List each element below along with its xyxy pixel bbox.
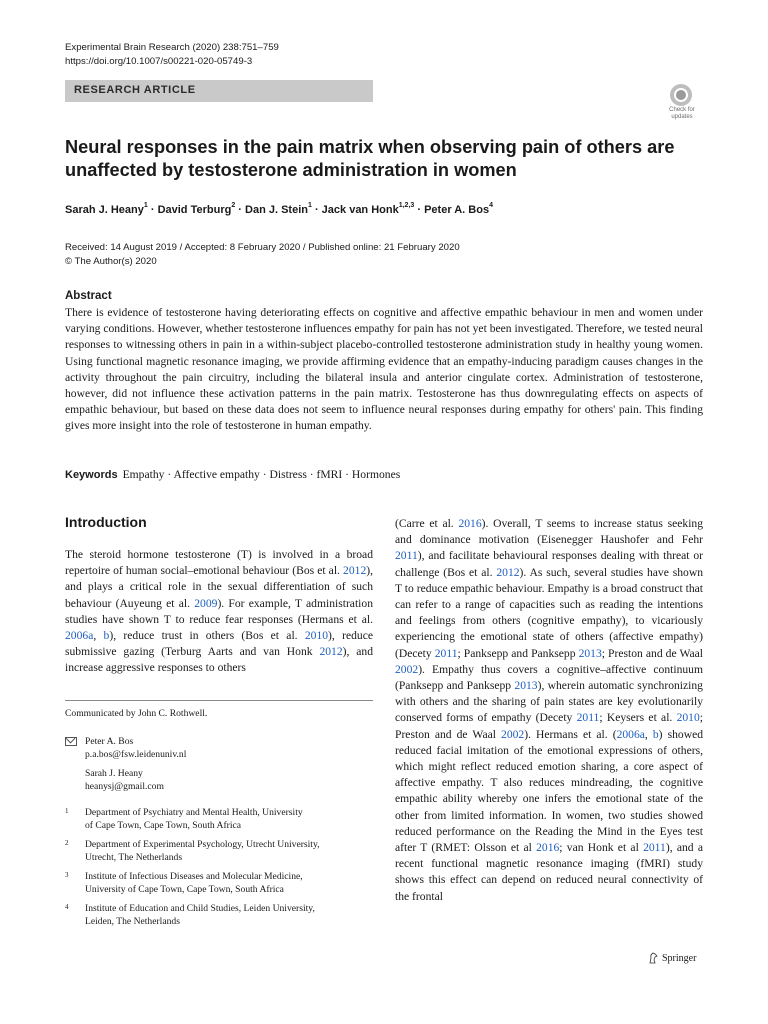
body-text: (Carre et al. [395, 517, 459, 530]
contact-email[interactable]: p.a.bos@fsw.leidenuniv.nl [85, 748, 187, 760]
journal-citation: Experimental Brain Research (2020) 238:751–759 [65, 42, 279, 53]
body-text: ), wherein automatic synchronizing with others and the sharing of pain states are key evolutionarily conserved forms of empathy (Decety [395, 679, 703, 725]
author-separator: · [311, 204, 322, 216]
author-affiliation-mark: 2 [231, 202, 236, 209]
keywords [65, 468, 400, 481]
body-text: ), reduce submissive gazing (Terburg Aarts and van Honk [65, 629, 373, 659]
body-text: ). As such, several studies have shown T to reduce empathic behaviour. Empathy is a broad construct that can refer to a range of capacities such as reading the intentions and feelings from others (cognitive empathy), to vicariously experiencing the emotional state of others (affective empathy) (Decety [395, 565, 703, 660]
author-name[interactable]: Jack van Honk [321, 204, 399, 216]
keywords-list: Empathy · Affective empathy · Distress · fMRI · Hormones [122, 468, 401, 481]
citation-link[interactable]: 2011 [395, 549, 418, 563]
citation-link[interactable]: 2012 [319, 645, 343, 659]
contact-email[interactable]: heanysj@gmail.com [85, 780, 164, 792]
citation-link[interactable]: 2012 [343, 564, 367, 578]
received-accepted-published: Received: 14 August 2019 / Accepted: 8 February 2020 / Published online: 21 February 2020 [65, 242, 460, 253]
citation-link[interactable]: b [103, 629, 110, 643]
body-text: ), reduce trust in others (Bos et al. [109, 629, 305, 643]
contact-name: Sarah J. Heany [85, 768, 143, 779]
author-name[interactable]: Sarah J. Heany [65, 204, 144, 216]
body-text: ). Hermans et al. ( [524, 727, 617, 741]
body-text: ), and plays a critical role in the sexual differentiation of such behaviour (Auyeung et al. [65, 564, 373, 610]
check-updates-icon [670, 84, 692, 106]
citation-link[interactable]: b [652, 727, 659, 741]
body-text: ). For example, T administration studies have shown T to reduce fear responses (Hermans et al. [65, 596, 373, 626]
author-separator: · [414, 204, 425, 216]
author-name[interactable]: Dan J. Stein [245, 204, 308, 216]
author-name[interactable]: Peter A. Bos [424, 204, 490, 216]
author-name[interactable]: David Terburg [157, 204, 232, 216]
body-text: ; Keysers et al. [599, 711, 677, 725]
contact-sarah-heany [85, 768, 164, 794]
citation-link[interactable]: 2011 [576, 711, 600, 725]
article-title: Neural responses in the pain matrix when observing pain of others are unaffected by testosterone administration in women [65, 137, 675, 180]
citation-link[interactable]: 2009 [194, 596, 218, 610]
citation-link[interactable]: 2013 [578, 646, 602, 660]
article-type-banner [65, 80, 373, 102]
article-type-label: RESEARCH ARTICLE [74, 84, 196, 96]
body-text: ; Panksepp and Panksepp [457, 646, 579, 660]
publisher-logo [648, 952, 696, 964]
contact-name: Peter A. Bos [85, 736, 134, 747]
body-text: ; Preston and de Waal [395, 711, 703, 741]
springer-horse-icon [648, 952, 658, 964]
citation-link[interactable]: 2002 [395, 662, 419, 676]
copyright: © The Author(s) 2020 [65, 255, 157, 267]
citation-link[interactable]: 2013 [514, 679, 538, 693]
author-separator: · [147, 204, 158, 216]
body-text: ; Preston and de Waal [601, 646, 703, 660]
author-affiliation-mark: 1 [143, 202, 148, 209]
body-text: ). Empathy thus covers a cognitive–affective continuum (Panksepp and Panksepp [395, 662, 703, 693]
body-text: ), and increase aggressive responses to others [65, 645, 373, 675]
check-updates-text: Check for updates [669, 107, 695, 120]
body-text: ), and facilitate behavioural responses dealing with threat or challenge (Bos et al. [395, 549, 703, 579]
citation-link[interactable]: 2016 [458, 517, 482, 530]
body-text: ; van Honk et al [559, 841, 644, 855]
body-text: ). Overall, T seems to increase status seeking and dominance motivation (Eisenegger Haushofer and Fehr [395, 517, 704, 547]
citation-link[interactable]: 2012 [496, 565, 520, 579]
author-affiliation-mark: 4 [489, 202, 493, 209]
abstract-heading: Abstract [65, 290, 112, 302]
citation-link[interactable]: 2006a [65, 629, 94, 643]
publication-dates [65, 241, 460, 268]
citation-link[interactable]: 2006a [616, 727, 645, 741]
citation-link[interactable]: 2016 [536, 841, 560, 855]
introduction-heading: Introduction [65, 514, 147, 530]
introduction-right-column [395, 516, 703, 905]
citation-link[interactable]: 2010 [676, 711, 700, 725]
body-text: ), and a recent functional magnetic resonance imaging (fMRI) study shows this effect can depend on reduced neural connectivity of the frontal [395, 841, 703, 903]
author-affiliation-mark: 1 [307, 202, 312, 209]
introduction-left-column [65, 547, 373, 677]
citation-link[interactable]: 2011 [434, 646, 458, 660]
journal-header [65, 41, 279, 69]
footnote-divider [65, 700, 373, 701]
check-for-updates-badge[interactable] [662, 84, 702, 124]
citation-link[interactable]: 2010 [304, 629, 329, 643]
envelope-icon [65, 737, 77, 746]
publisher-name: Springer [662, 952, 697, 964]
citation-link[interactable]: 2002 [501, 727, 525, 741]
body-text: , [644, 727, 653, 741]
abstract-text: There is evidence of testosterone having deteriorating effects on cognitive and affective empathic behaviour in men and women under varying conditions. However, whether testosterone influences empathy for pain has not yet been investigated. Therefore, we tested neural responses to witnessing others in pain in a within-subject placebo-controlled testosterone administration study in healthy young women. Using functional magnetic resonance imaging, we provide affirming evidence that an empathy-inducing paradigm causes changes in the activity throughout the pain circuitry, including the bilateral insula and anterior cingulate cortex. Administration of testosterone, however, did not influence these activation patterns in the pain matrix. Testosterone has thus downregulating effects on aspects of empathic behaviour, but based on these data does not seem to influence neural responses during empathy for others' pain. This finding gives more insight into the role of testosterone in human empathy. [65, 306, 703, 433]
author-separator: · [235, 204, 246, 216]
citation-link[interactable]: 2011 [643, 841, 666, 855]
keywords-label: Keywords [65, 469, 118, 481]
body-text: ) showed reduced facial imitation of the emotional expressions of others, which might reflect reduced emotion sharing, a core aspect of affective empathy. T also reduces mindreading, the cognitive empathic ability whereby one infers the emotional state of the other from limited information. In women, two studies showed reduced performance on the Reading the Mind in the Eyes test after T (RMET: Olsson et al [395, 727, 704, 855]
body-text: , [93, 629, 104, 643]
author-affiliation-mark: 1,2,3 [398, 202, 415, 209]
author-list [65, 204, 493, 216]
communicated-by: Communicated by John C. Rothwell. [65, 708, 208, 719]
doi-link[interactable]: https://doi.org/10.1007/s00221-020-05749-3 [65, 56, 253, 67]
body-text: The steroid hormone testosterone (T) is involved in a broad repertoire of human social–emotional behaviour (Bos et al. [65, 548, 373, 578]
contact-peter-bos [85, 736, 186, 762]
